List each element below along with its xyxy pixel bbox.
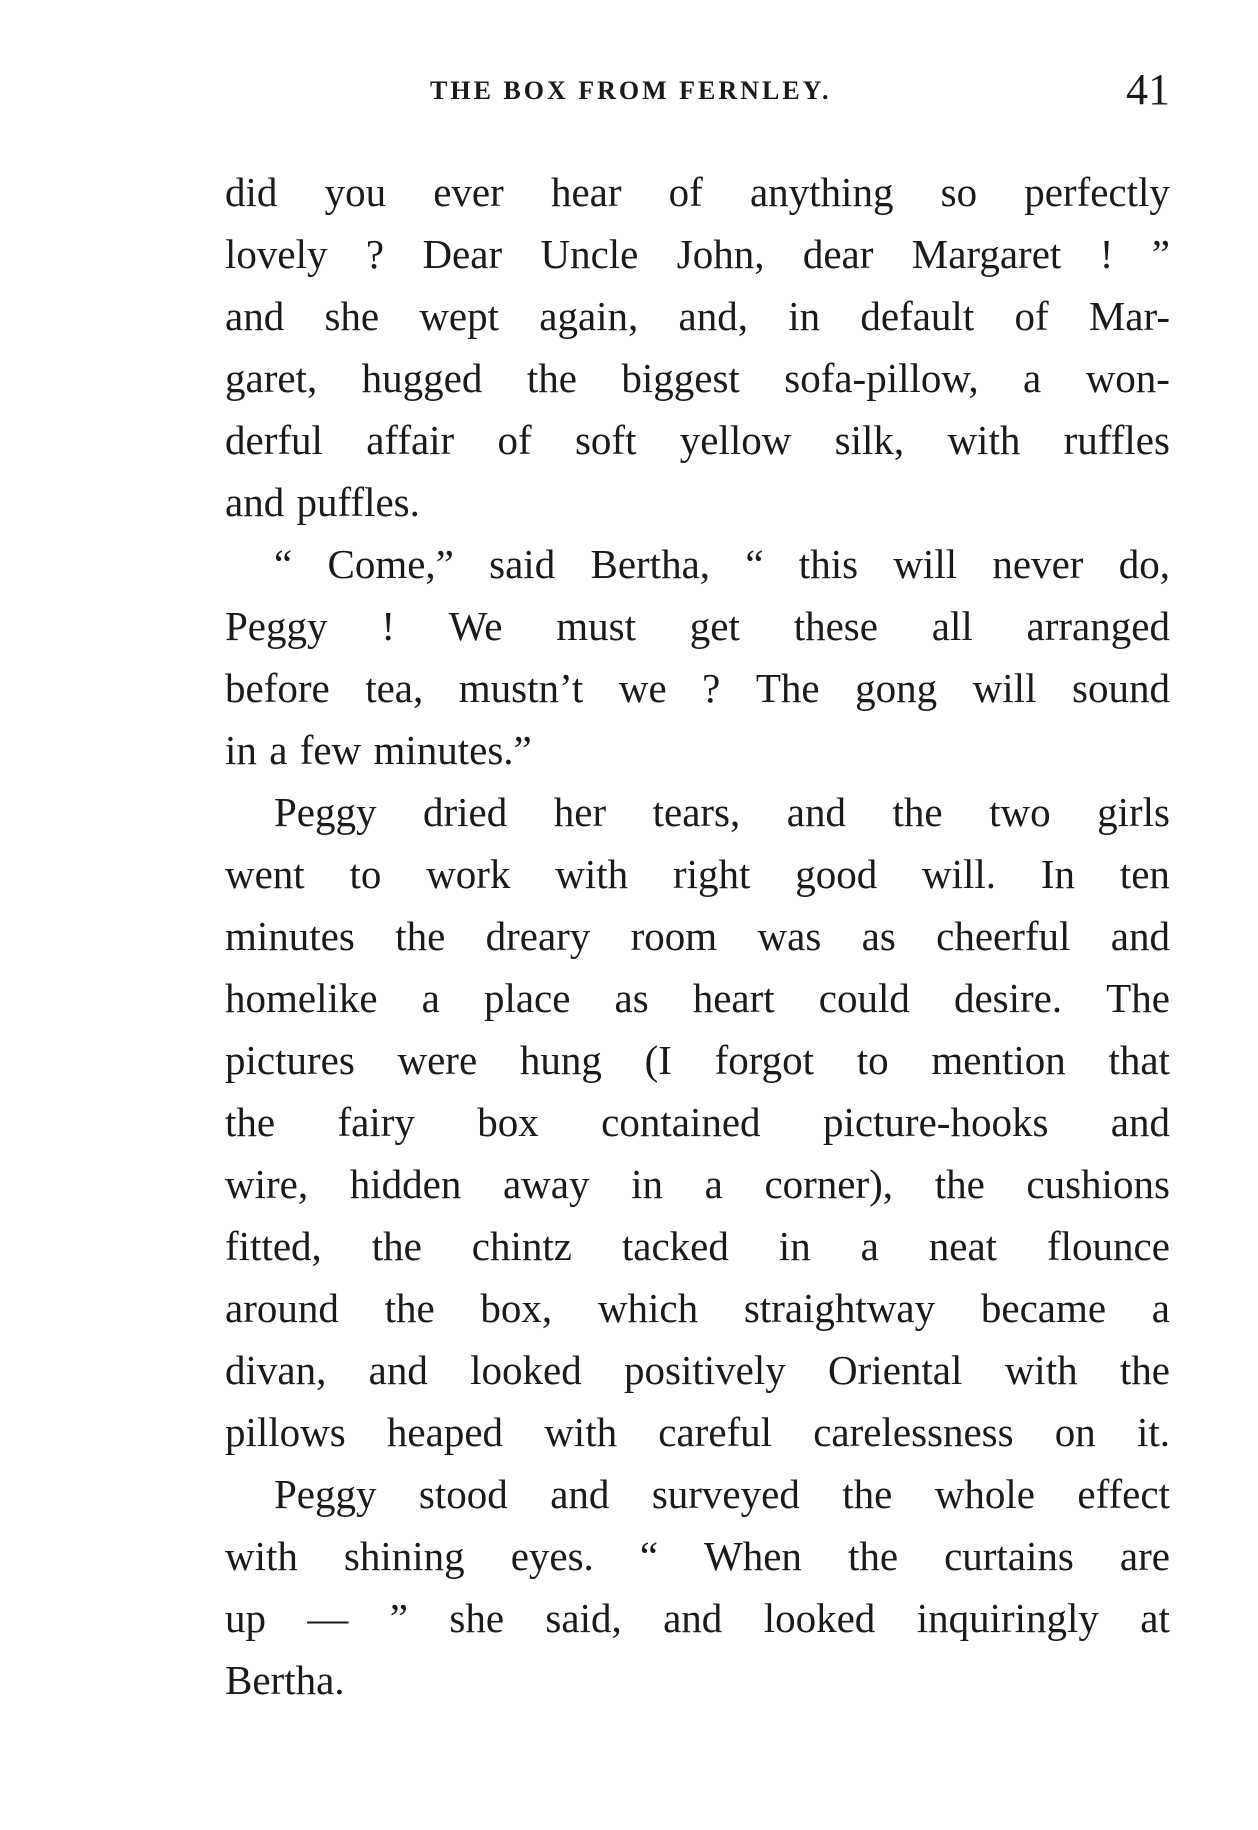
text-line: before tea, mustn’t we ? The gong will sound <box>225 665 1170 711</box>
text-line: did you ever hear of anything so perfectly <box>225 169 1170 215</box>
text-line: Bertha. <box>225 1657 345 1703</box>
text-line: pictures were hung (I forgot to mention that <box>225 1037 1170 1083</box>
text-line: Peggy ! We must get these all arranged <box>225 603 1170 649</box>
text-line: lovely ? Dear Uncle John, dear Margaret ! ” <box>225 231 1170 277</box>
text-line: up — ” she said, and looked inquiringly at <box>225 1595 1170 1641</box>
text-line: the fairy box contained picture-hooks and <box>225 1099 1170 1145</box>
text-line: derful affair of soft yellow silk, with ruffles <box>225 417 1170 463</box>
text-line: Peggy stood and surveyed the whole effect <box>274 1471 1170 1517</box>
text-line: and she wept again, and, in default of Mar- <box>225 293 1170 339</box>
body-text <box>225 161 1170 1711</box>
text-line: pillows heaped with careful carelessness on it. <box>225 1409 1170 1455</box>
text-line: minutes the dreary room was as cheerful and <box>225 913 1170 959</box>
text-line: wire, hidden away in a corner), the cushions <box>225 1161 1170 1207</box>
text-line: fitted, the chintz tacked in a neat flounce <box>225 1223 1170 1269</box>
text-line: homelike a place as heart could desire. The <box>225 975 1170 1021</box>
text-line: in a few minutes.” <box>225 727 532 773</box>
text-line: divan, and looked positively Oriental with the <box>225 1347 1170 1393</box>
text-line: with shining eyes. “ When the curtains are <box>225 1533 1170 1579</box>
text-line: “ Come,” said Bertha, “ this will never do, <box>274 541 1170 587</box>
page-number: 41 <box>1126 65 1170 114</box>
text-line: around the box, which straightway became a <box>225 1285 1170 1331</box>
text-line: went to work with right good will. In ten <box>225 851 1170 897</box>
text-line: Peggy dried her tears, and the two girls <box>274 789 1170 835</box>
running-title: THE BOX FROM FERNLEY. <box>430 76 832 105</box>
text-line: and puffles. <box>225 479 420 525</box>
running-head <box>225 66 1170 116</box>
text-line: garet, hugged the biggest sofa-pillow, a won- <box>225 355 1170 401</box>
